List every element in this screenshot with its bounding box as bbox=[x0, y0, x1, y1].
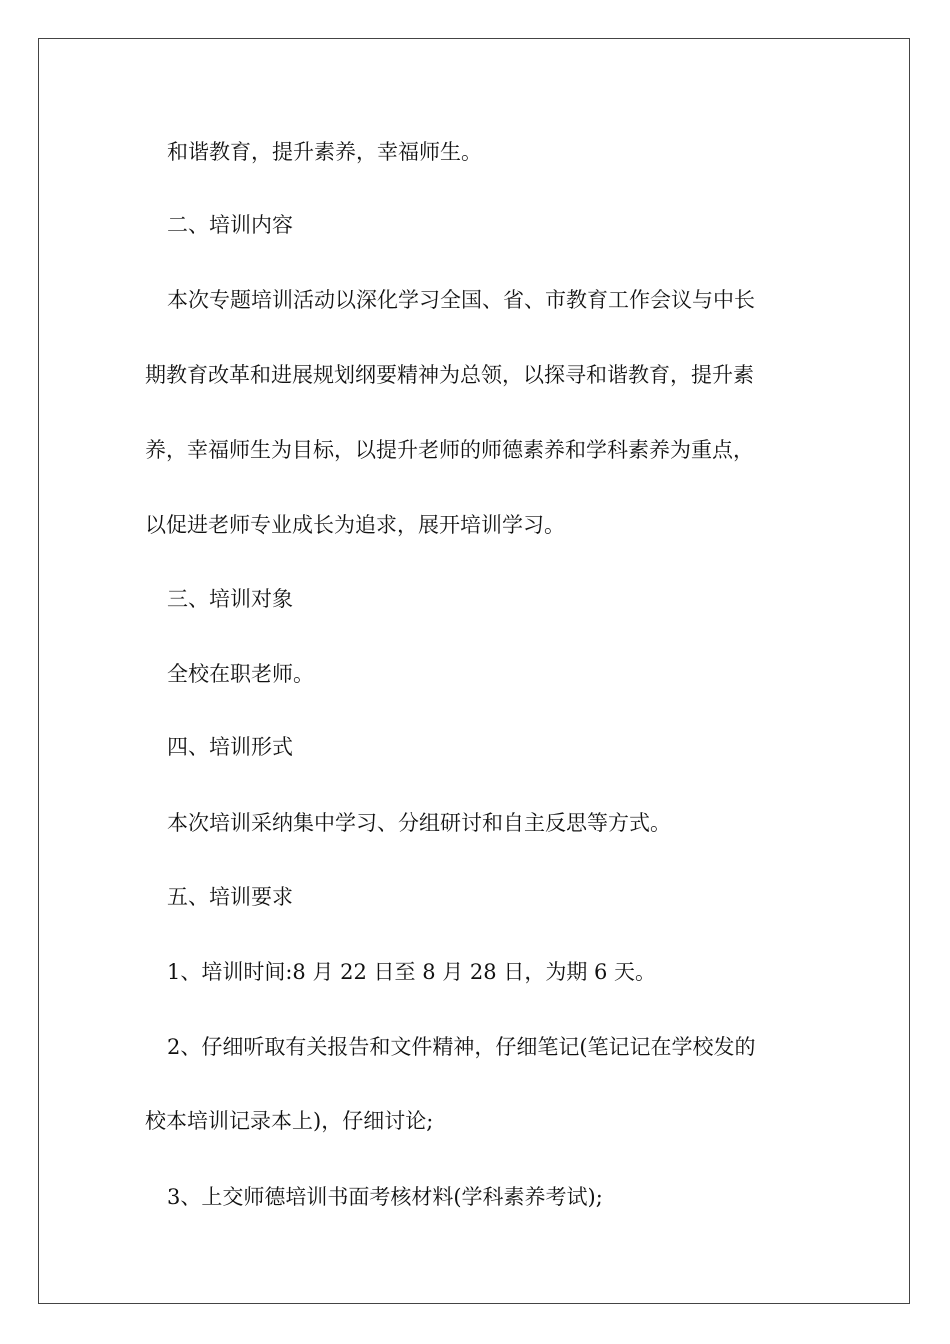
paragraph-line: 本次培训采纳集中学习、分组研讨和自主反思等方式。 bbox=[167, 811, 671, 835]
list-item: 1、培训时间:8 月 22 日至 8 月 28 日，为期 6 天。 bbox=[167, 960, 657, 984]
section-heading-format: 四、培训形式 bbox=[167, 735, 293, 759]
paragraph-line: 校本培训记录本上)，仔细讨论; bbox=[145, 1109, 434, 1133]
paragraph-line: 全校在职老师。 bbox=[167, 662, 314, 686]
paragraph-line: 养，幸福师生为目标，以提升老师的师德素养和学科素养为重点， bbox=[145, 438, 754, 462]
section-heading-content: 二、培训内容 bbox=[167, 213, 293, 237]
list-item: 2、仔细听取有关报告和文件精神，仔细笔记(笔记记在学校发的 bbox=[167, 1035, 756, 1059]
paragraph-line: 以促进老师专业成长为追求，展开培训学习。 bbox=[145, 513, 565, 537]
paragraph-line: 和谐教育，提升素养，幸福师生。 bbox=[167, 140, 482, 164]
section-heading-requirements: 五、培训要求 bbox=[167, 885, 293, 909]
paragraph-line: 期教育改革和进展规划纲要精神为总领，以探寻和谐教育，提升素 bbox=[145, 363, 754, 387]
list-item: 3、上交师德培训书面考核材料(学科素养考试); bbox=[167, 1185, 603, 1209]
section-heading-audience: 三、培训对象 bbox=[167, 587, 293, 611]
paragraph-line: 本次专题培训活动以深化学习全国、省、市教育工作会议与中长 bbox=[167, 288, 755, 312]
